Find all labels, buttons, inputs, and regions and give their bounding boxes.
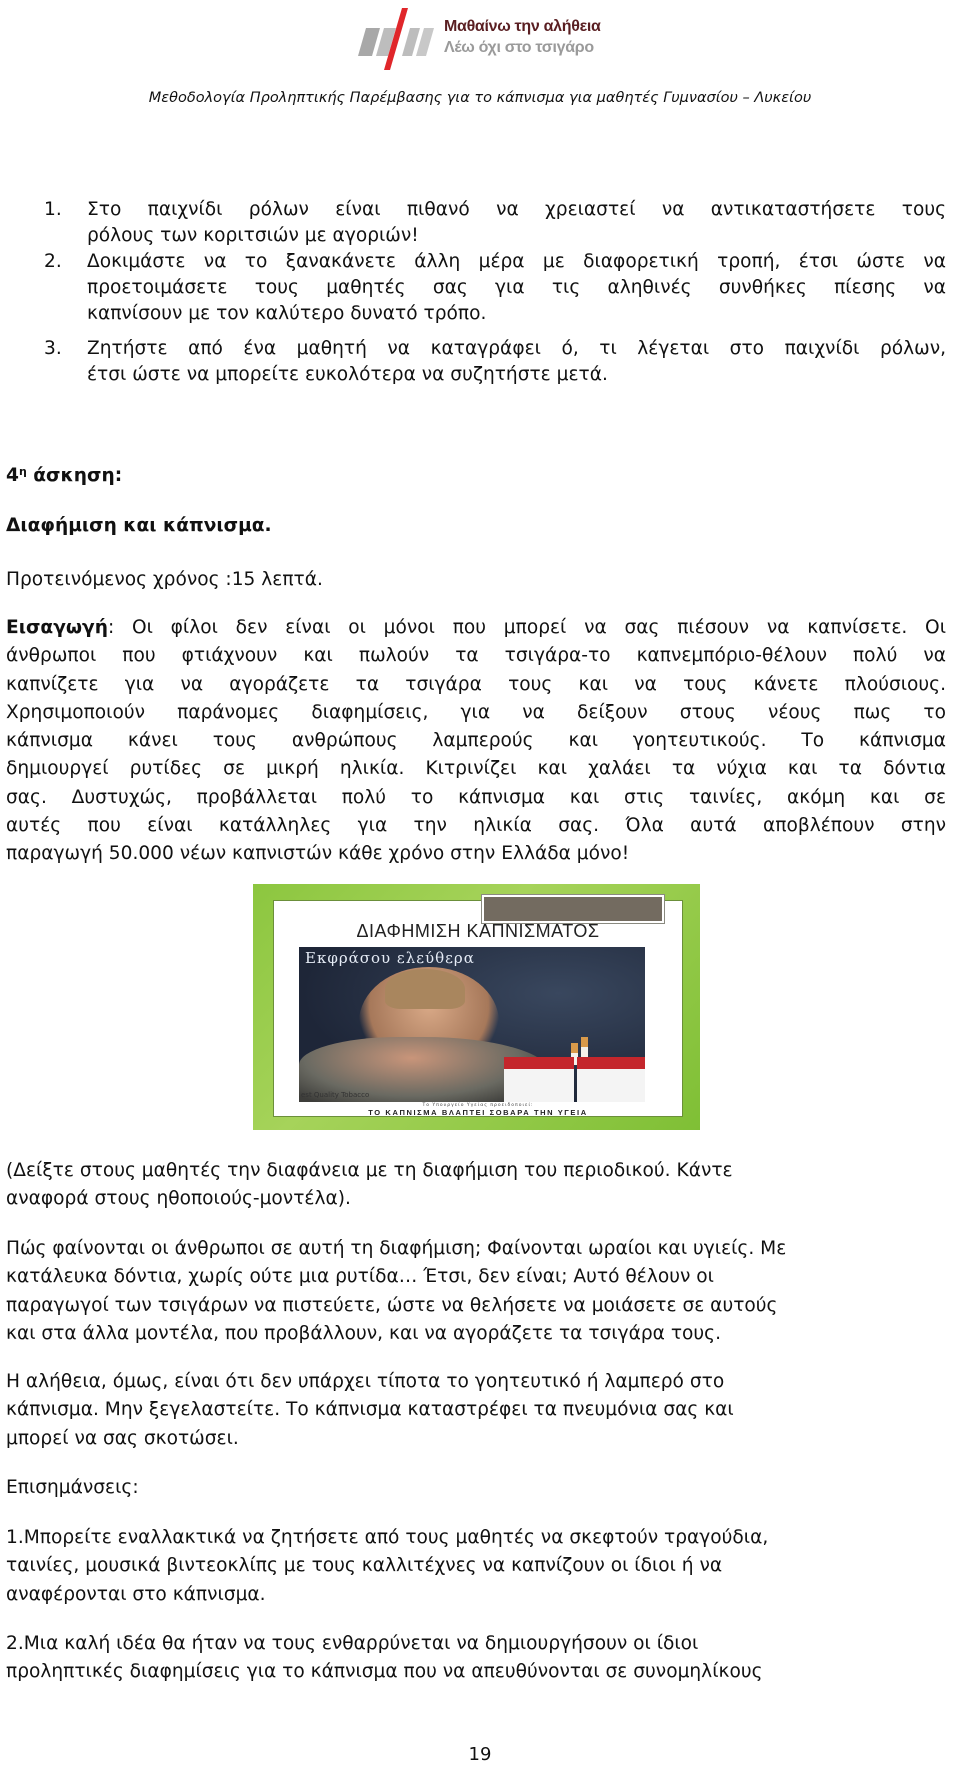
intro-line: σας. Δυστυχώς, προβάλλεται πολύ το κάπνισμα και στις ταινίες, ακόμη και σε [6, 786, 946, 808]
intro-line: αυτές που είναι κατάλληλες για την ηλικία σας. Όλα αυτά αποβλέπουν στην [6, 815, 946, 837]
ad-slogan: Εκφράσου ελεύθερα [305, 949, 475, 967]
ad-title: ΔΙΑΦΗΜΙΣΗ ΚΑΠΝΙΣΜΑΤΟΣ [356, 921, 600, 941]
list-number: 3. [44, 338, 62, 359]
caption-line: αναφορά στους ηθοποιούς-μοντέλα). [6, 1188, 351, 1210]
intro-line: κάπνισμα κάνει τους ανθρώπους λαμπερούς και γοητευτικούς. Το κάπνισμα [6, 730, 946, 752]
remark-2 [6, 1630, 946, 1687]
list-line: ρόλους των κοριτσιών με αγοριών! [87, 225, 419, 246]
remark-line: ταινίες, μουσικά βιντεοκλίπς με τους καλλιτέχνες να καπνίζουν οι ίδιοι ή να [6, 1555, 723, 1577]
list-line: Στο παιχνίδι ρόλων είναι πιθανό να χρειαστεί να αντικαταστήσετε τους [87, 199, 946, 220]
list-line: Δοκιμάστε να το ξανακάνετε άλλη μέρα με διαφορετική τροπή, έτσι ώστε να [87, 251, 946, 272]
document-subtitle: Μεθοδολογία Προληπτικής Παρέμβασης για το κάπνισμα για μαθητές Γυμνασίου – Λυκείου [148, 90, 812, 106]
intro-label: Εισαγωγή [6, 617, 108, 638]
ad-tab-decoration [482, 895, 664, 923]
page-number: 19 [468, 1744, 492, 1765]
list-line: Ζητήστε από ένα μαθητή να καταγράφει ό, τι λέγεται στο παιχνίδι ρόλων, [87, 338, 946, 359]
list-line: προετοιμάσετε τους μαθητές σας για τις αληθινές συνθήκες πίεσης να [87, 277, 946, 298]
truth-line: μπορεί να σας σκοτώσει. [6, 1427, 239, 1449]
list-line: καπνίσουν με τον καλύτερο δυνατό τρόπο. [87, 303, 487, 324]
remark-1 [6, 1524, 946, 1609]
question-line: Πώς φαίνονται οι άνθρωποι σε αυτή τη διαφήμιση; Φαίνονται ωραίοι και υγιείς. Με [6, 1238, 787, 1259]
truth-paragraph [6, 1368, 946, 1453]
campaign-logo [358, 6, 618, 72]
truth-line: Η αλήθεια, όμως, είναι ότι δεν υπάρχει τίποτα το γοητευτικό ή λαμπερό στο [6, 1371, 725, 1392]
ad-warning-small: Το Υπουργείο Υγείας προειδοποιεί: [422, 1103, 534, 1108]
remark-line: προληπτικές διαφημίσεις για το κάπνισμα που να απευθύνονται σε συνομηλίκους [6, 1661, 763, 1683]
list-number: 2. [44, 251, 62, 272]
logo-line-2: Λέω όχι στο τσιγάρο [444, 39, 594, 56]
exercise-number: 4 [6, 465, 19, 486]
question-line: παραγωγοί των τσιγάρων να πιστεύετε, ώστε να θελήσετε να μοιάσετε σε αυτούς [6, 1294, 778, 1316]
question-paragraph [6, 1235, 946, 1348]
slash-logo-icon [358, 6, 442, 72]
list-line: έτσι ώστε να μπορείτε ευκολότερα να συζητήστε μετά. [87, 364, 608, 385]
intro-paragraph [6, 614, 946, 869]
list-item [44, 336, 946, 388]
intro-line [6, 614, 946, 642]
question-line: κατάλευκα δόντια, χωρίς ούτε μια ρυτίδα… Έτσι, δεν είναι; Αυτό θέλουν οι [6, 1266, 714, 1288]
remark-line: 1.Μπορείτε εναλλακτικά να ζητήσετε από τους μαθητές να σκεφτούν τραγούδια, [6, 1527, 769, 1548]
caption-line: (Δείξτε στους μαθητές την διαφάνεια με τη διαφήμιση του περιοδικού. Κάντε [6, 1160, 733, 1181]
list-number: 1. [44, 199, 62, 220]
exercise-heading [6, 465, 946, 486]
caption-paragraph [6, 1157, 946, 1214]
ad-photo [299, 947, 645, 1102]
remark-line: 2.Μια καλή ιδέα θα ήταν να τους ενθαρρύνεται να δημιουργήσουν οι ίδιοι [6, 1633, 699, 1654]
ad-warning: ΤΟ ΚΑΠΝΙΣΜΑ ΒΛΑΠΤΕΙ ΣΟΒΑΡΑ ΤΗΝ ΥΓΕΙΑ [368, 1108, 588, 1117]
list-item [44, 249, 946, 327]
remarks-title: Επισημάνσεις: [6, 1477, 139, 1498]
suggested-time: Προτεινόμενος χρόνος :15 λεπτά. [6, 569, 323, 590]
exercise-label: άσκηση: [26, 465, 123, 486]
intro-line: δημιουργεί ρυτίδες σε μικρή ηλικία. Κιτρινίζει και χαλάει τα νύχια και τα δόντια [6, 758, 946, 780]
smoking-ad-image [253, 884, 700, 1130]
exercise-number-suffix: η [18, 465, 27, 478]
ad-slide [273, 900, 683, 1117]
hair-figure [385, 969, 465, 1009]
intro-line: άνθρωποι που φτιάχνουν και πωλούν τα τσιγάρα-το καπνεμπόριο-θέλουν πολύ να [6, 645, 946, 667]
notes-list [44, 197, 946, 388]
truth-line: κάπνισμα. Μην ξεγελαστείτε. Το κάπνισμα καταστρέφει τα πνευμόνια σας και [6, 1399, 734, 1421]
list-item [44, 197, 946, 249]
intro-line: καπνίζετε για να αγοράζετε τα τσιγάρα τους και να τους κάνετε πλούσιους. [6, 673, 946, 695]
question-line: και στα άλλα μοντέλα, που προβάλλουν, και να αγοράζετε τα τσιγάρα τους. [6, 1322, 721, 1344]
intro-text: : Οι φίλοι δεν είναι οι μόνοι που μπορεί να σας πιέσουν να καπνίσετε. Οι [107, 617, 946, 638]
intro-line: Χρησιμοποιούν παράνομες διαφημίσεις, για να δείξουν στους νέους πως το [6, 701, 946, 723]
cigarette-pack [577, 1057, 645, 1102]
ad-tobacco-text: est Quality Tobacco [301, 1091, 370, 1099]
cigarette-pack [504, 1057, 574, 1102]
remark-line: αναφέρονται στο κάπνισμα. [6, 1583, 266, 1605]
cigarette-icon [581, 1037, 588, 1059]
exercise-title: Διαφήμιση και κάπνισμα. [6, 515, 272, 536]
intro-line: παραγωγή 50.000 νέων καπνιστών κάθε χρόνο στην Ελλάδα μόνο! [6, 843, 630, 865]
logo-line-1: Μαθαίνω την αλήθεια [444, 18, 601, 35]
